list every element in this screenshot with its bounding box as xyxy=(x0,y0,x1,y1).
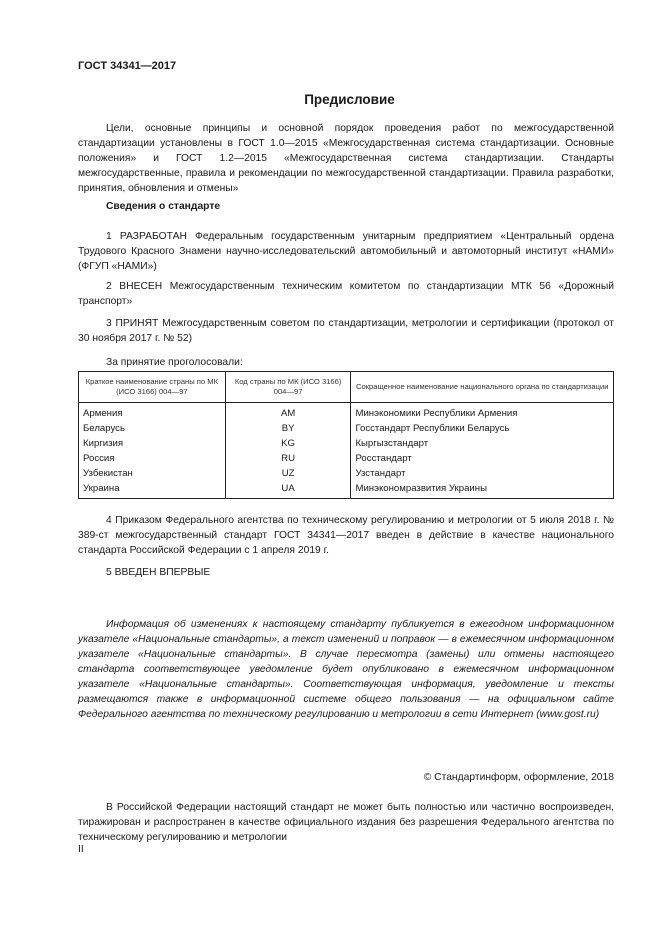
code-cell: UA xyxy=(225,481,351,499)
body-cell: Минэкономики Республики Армения xyxy=(351,403,614,422)
item-introduced-section xyxy=(78,279,614,309)
country-cell: Беларусь xyxy=(79,421,226,436)
table-row xyxy=(79,451,614,466)
body-cell: Кыргызстандарт xyxy=(351,436,614,451)
country-cell: Армения xyxy=(79,403,226,422)
notice-section xyxy=(78,617,614,722)
item-adopted-section xyxy=(78,316,614,346)
country-cell: Узбекистан xyxy=(79,466,226,481)
item-order: 4 Приказом Федерального агентства по техническому регулированию и метрологии от 5 июля 2018 г. № 389-ст межгосударственный стандарт ГОСТ 34341—2017 введен в действие в качестве национального стандарта Российской Федерации с 1 апреля 2019 г. xyxy=(78,515,614,556)
table-row xyxy=(79,403,614,422)
code-cell: RU xyxy=(225,451,351,466)
item-developed-section xyxy=(78,229,614,274)
code-cell: BY xyxy=(225,421,351,436)
body-cell: Минэкономразвития Украины xyxy=(351,481,614,499)
vote-table xyxy=(78,371,614,499)
code-cell: UZ xyxy=(225,466,351,481)
vote-table-header-row xyxy=(79,372,614,403)
header-body: Сокращенное наименование национального органа по стандартизации xyxy=(351,372,614,403)
header-country: Краткое наименование страны по МК (ИСО 3166) 004—97 xyxy=(79,372,226,403)
legal-section xyxy=(78,800,614,845)
code-cell: KG xyxy=(225,436,351,451)
country-cell: Киргизия xyxy=(79,436,226,451)
page-title: Предисловие xyxy=(304,92,395,107)
copyright-line: © Стандартинформ, оформление, 2018 xyxy=(423,772,614,783)
body-cell: Узстандарт xyxy=(351,466,614,481)
code-cell: AM xyxy=(225,403,351,422)
table-row xyxy=(79,436,614,451)
info-heading: Сведения о стандарте xyxy=(106,201,221,212)
item-adopted: 3 ПРИНЯТ Межгосударственным советом по стандартизации, метрологии и сертификации (протокол от 30 ноября 2017 г. № 52) xyxy=(78,318,614,344)
item-first-time: 5 ВВЕДЕН ВПЕРВЫЕ xyxy=(106,567,211,578)
item-introduced: 2 ВНЕСЕН Межгосударственным техническим комитетом по стандартизации МТК 56 «Дорожный транспорт» xyxy=(78,281,614,307)
voted-label-section xyxy=(78,355,614,370)
body-cell: Госстандарт Республики Беларусь xyxy=(351,421,614,436)
header-code: Код страны по МК (ИСО 3166) 004—97 xyxy=(225,372,351,403)
body-cell: Росстандарт xyxy=(351,451,614,466)
table-row xyxy=(79,421,614,436)
country-cell: Россия xyxy=(79,451,226,466)
standard-code: ГОСТ 34341—2017 xyxy=(78,60,177,72)
voted-label: За принятие проголосовали: xyxy=(106,357,243,368)
country-cell: Украина xyxy=(79,481,226,499)
item-developed: 1 РАЗРАБОТАН Федеральным государственным унитарным предприятием «Центральный ордена Трудового Красного Знамени научно-исследовательский автомобильный и автомоторный институт «НАМИ» (ФГУП «НАМИ») xyxy=(78,231,614,272)
info-section xyxy=(78,199,614,214)
table-row xyxy=(79,466,614,481)
notice-paragraph: Информация об изменениях к настоящему стандарту публикуется в ежегодном информационном указателе «Национальные стандарты», а текст изменений и поправок — в ежемесячном информационном указателе «Национальные стандарты». В случае пересмотра (замены) или отмены настоящего стандарта соответствующее уведомление будет опубликовано в ежемесячном информационном указателе «Национальные стандарты». Соответствующая информация, уведомление и тексты размещаются также в информационной системе общего пользования — на официальном сайте Федерального агентства по техническому регулированию и метрологии в сети Интернет (www.gost.ru) xyxy=(78,619,614,720)
intro-section xyxy=(78,121,614,196)
table-row xyxy=(79,481,614,499)
intro-paragraph: Цели, основные принципы и основной порядок проведения работ по межгосударственной стандартизации установлены в ГОСТ 1.0—2015 «Межгосударственная система стандартизации. Основные положения» и ГОСТ 1.2—2015 «Межгосударственная система стандартизации. Стандарты межгосударственные, правила и рекомендации по межгосударственной стандартизации. Правила разработки, принятия, обновления и отмены» xyxy=(78,123,614,194)
legal-paragraph: В Российской Федерации настоящий стандарт не может быть полностью или частично воспроизведен, тиражирован и распространен в качестве официального издания без разрешения Федерального агентства по техническому регулированию и метрологии xyxy=(78,802,614,843)
item-first-time-section xyxy=(78,565,614,580)
item-order-section xyxy=(78,513,614,558)
page-number: II xyxy=(78,844,84,855)
